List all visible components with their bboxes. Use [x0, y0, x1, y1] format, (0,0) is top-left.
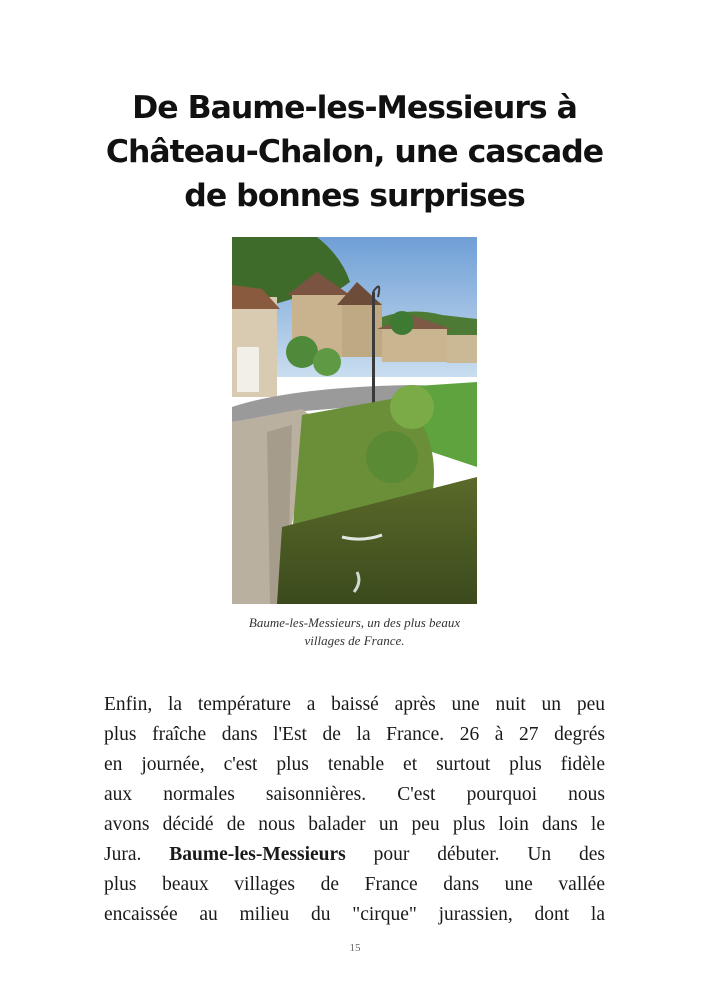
- photo-caption: [180, 614, 529, 650]
- caption-line-1: Baume-les-Messieurs, un des plus beaux: [248, 615, 461, 630]
- paragraph-line: plus beaux villages de France dans une vallée: [104, 874, 605, 895]
- paragraph-line-with-bold: [104, 840, 605, 870]
- paragraph-line: en journée, c'est plus tenable et surtout plus fidèle: [104, 754, 605, 775]
- bold-place-name: Baume-les-Messieurs: [169, 844, 346, 865]
- line6-after: pour débuter. Un des: [373, 844, 605, 865]
- paragraph-line: Enfin, la température a baissé après une nuit un peu: [104, 694, 605, 715]
- title-line-2: Château-Chalon, une cascade: [105, 134, 604, 170]
- title-line-1: De Baume-les-Messieurs à: [132, 90, 577, 126]
- paragraph-line: encaissée au milieu du "cirque" jurassien, dont la: [104, 904, 605, 925]
- article-title: [80, 86, 629, 218]
- village-photo: [232, 237, 477, 604]
- line6-before: Jura.: [104, 844, 142, 865]
- page-number: 15: [349, 942, 361, 954]
- article-paragraph: [104, 690, 605, 930]
- paragraph-line: aux normales saisonnières. C'est pourquoi nous: [104, 784, 605, 805]
- paragraph-line: plus fraîche dans l'Est de la France. 26 à 27 degrés: [104, 724, 605, 745]
- paragraph-line: avons décidé de nous balader un peu plus loin dans le: [104, 814, 605, 835]
- caption-line-2: villages de France.: [304, 633, 405, 648]
- title-line-3: de bonnes surprises: [184, 178, 525, 214]
